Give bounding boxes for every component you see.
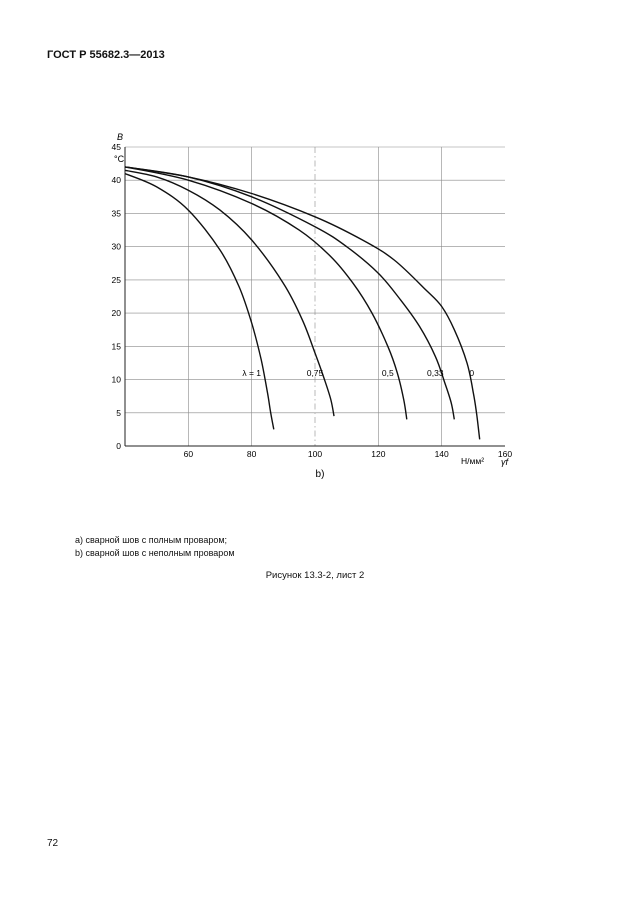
curve-label: 0 (469, 367, 475, 378)
curve-labels (242, 368, 474, 378)
note-b: b) сварной шов с неполным проваром (75, 548, 235, 558)
curve-label: 0,5 (381, 367, 394, 378)
x-tick-label: 100 (307, 449, 323, 459)
x-tick-label: 60 (183, 449, 194, 459)
y-axis-label: B (117, 132, 124, 142)
x-axis-symbol: γf (501, 457, 509, 467)
curve-series (125, 167, 480, 440)
y-tick-label: 5 (116, 407, 121, 418)
chart-svg (105, 125, 525, 485)
x-tick-label: 160 (497, 449, 513, 459)
y-tick-label: 0 (116, 441, 121, 451)
y-tick-label: 40 (111, 175, 121, 186)
y-axis-unit: °C (114, 154, 125, 164)
x-axis-unit: Н/мм² (461, 456, 485, 466)
figure-chart (105, 125, 525, 485)
y-tick-label: 20 (111, 308, 121, 319)
tick-labels (112, 142, 513, 459)
figure-notes (75, 534, 235, 560)
curve-label: 0,33 (427, 367, 444, 378)
y-tick-label: 15 (111, 341, 121, 352)
y-tick-label: 10 (111, 374, 121, 385)
document-header: ГОСТ Р 55682.3—2013 (47, 49, 165, 61)
page-number: 72 (47, 838, 59, 849)
figure-caption: Рисунок 13.3-2, лист 2 (265, 570, 365, 581)
y-tick-label: 25 (111, 274, 121, 285)
curve-label: λ = 1 (242, 367, 262, 378)
note-a: а) сварной шов с полным проваром; (75, 535, 228, 545)
x-tick-label: 120 (371, 449, 386, 459)
y-tick-label: 35 (111, 208, 121, 219)
grid (125, 147, 505, 446)
y-tick-label: 30 (111, 241, 121, 252)
curve-series (125, 170, 334, 416)
figure-sublabel: b) (315, 469, 325, 480)
x-tick-label: 80 (246, 449, 257, 459)
y-tick-label: 45 (111, 142, 121, 152)
curves (125, 167, 480, 440)
curve-label: 0,75 (306, 367, 324, 378)
x-tick-label: 140 (434, 449, 449, 459)
